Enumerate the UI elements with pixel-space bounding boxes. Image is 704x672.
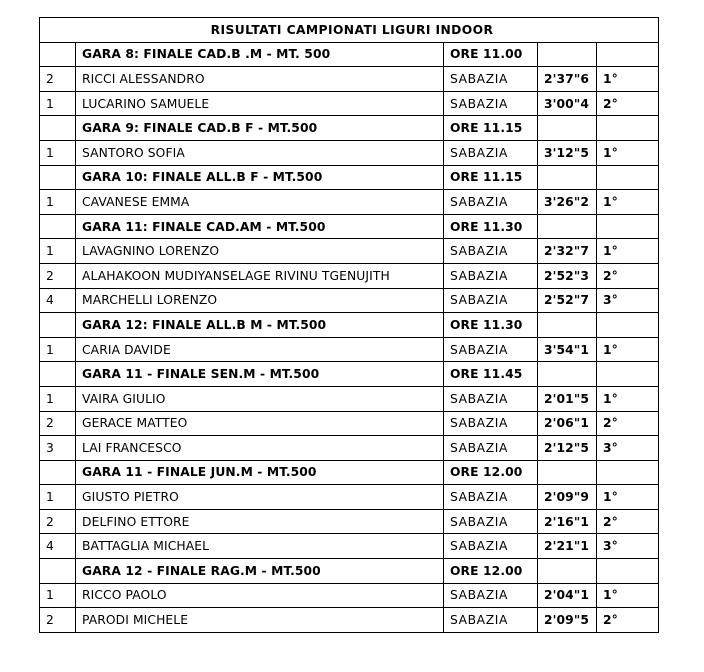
- heat-event-name: GARA 12 - FINALE RAG.M - MT.500: [76, 559, 444, 584]
- athlete-rank: 2: [40, 411, 76, 436]
- result-row: [40, 337, 659, 362]
- athlete-name: BATTAGLIA MICHAEL: [76, 534, 444, 559]
- heat-event-name: GARA 12: FINALE ALL.B M - MT.500: [76, 313, 444, 338]
- result-row: [40, 190, 659, 215]
- athlete-name: LAI FRANCESCO: [76, 436, 444, 461]
- heat-start-time: ORE 11.45: [444, 362, 538, 387]
- result-row: [40, 583, 659, 608]
- athlete-rank: 2: [40, 263, 76, 288]
- heat-header-row: [40, 559, 659, 584]
- heat-header-row: [40, 42, 659, 67]
- heat-start-time: ORE 11.30: [444, 313, 538, 338]
- athlete-club: SABAZIA: [444, 91, 538, 116]
- athlete-place: 3°: [597, 288, 659, 313]
- heat-place-cell: [597, 460, 659, 485]
- heat-place-cell: [597, 42, 659, 67]
- result-row: [40, 436, 659, 461]
- heat-place-cell: [597, 559, 659, 584]
- result-row: [40, 485, 659, 510]
- athlete-place: 1°: [597, 140, 659, 165]
- athlete-place: 1°: [597, 386, 659, 411]
- athlete-club: SABAZIA: [444, 386, 538, 411]
- result-row: [40, 534, 659, 559]
- athlete-place: 2°: [597, 509, 659, 534]
- athlete-performance: 3'26"2: [538, 190, 597, 215]
- heat-rank-cell: [40, 165, 76, 190]
- athlete-club: SABAZIA: [444, 608, 538, 633]
- heat-place-cell: [597, 116, 659, 141]
- athlete-performance: 2'16"1: [538, 509, 597, 534]
- athlete-performance: 2'32"7: [538, 239, 597, 264]
- heat-start-time: ORE 11.15: [444, 116, 538, 141]
- athlete-performance: 2'37"6: [538, 67, 597, 92]
- athlete-rank: 1: [40, 337, 76, 362]
- athlete-rank: 1: [40, 140, 76, 165]
- result-row: [40, 509, 659, 534]
- heat-start-time: ORE 11.15: [444, 165, 538, 190]
- athlete-club: SABAZIA: [444, 288, 538, 313]
- athlete-club: SABAZIA: [444, 534, 538, 559]
- athlete-performance: 2'09"5: [538, 608, 597, 633]
- athlete-place: 3°: [597, 436, 659, 461]
- heat-rank-cell: [40, 559, 76, 584]
- athlete-performance: 3'00"4: [538, 91, 597, 116]
- athlete-performance: 3'54"1: [538, 337, 597, 362]
- athlete-rank: 1: [40, 190, 76, 215]
- heat-place-cell: [597, 362, 659, 387]
- athlete-place: 3°: [597, 534, 659, 559]
- athlete-name: GERACE MATTEO: [76, 411, 444, 436]
- result-row: [40, 140, 659, 165]
- heat-performance-cell: [538, 362, 597, 387]
- athlete-rank: 4: [40, 288, 76, 313]
- athlete-rank: 1: [40, 239, 76, 264]
- athlete-place: 1°: [597, 190, 659, 215]
- heat-performance-cell: [538, 460, 597, 485]
- heat-rank-cell: [40, 214, 76, 239]
- results-table: [39, 17, 659, 633]
- heat-start-time: ORE 11.30: [444, 214, 538, 239]
- heat-start-time: ORE 11.00: [444, 42, 538, 67]
- athlete-place: 2°: [597, 608, 659, 633]
- athlete-club: SABAZIA: [444, 67, 538, 92]
- heat-performance-cell: [538, 214, 597, 239]
- athlete-club: SABAZIA: [444, 239, 538, 264]
- title-row: [40, 18, 659, 43]
- heat-rank-cell: [40, 116, 76, 141]
- athlete-name: RICCI ALESSANDRO: [76, 67, 444, 92]
- heat-event-name: GARA 9: FINALE CAD.B F - MT.500: [76, 116, 444, 141]
- heat-event-name: GARA 11 - FINALE SEN.M - MT.500: [76, 362, 444, 387]
- athlete-performance: 2'52"7: [538, 288, 597, 313]
- athlete-place: 1°: [597, 239, 659, 264]
- heat-header-row: [40, 116, 659, 141]
- athlete-performance: 2'09"9: [538, 485, 597, 510]
- heat-header-row: [40, 165, 659, 190]
- heat-place-cell: [597, 214, 659, 239]
- athlete-performance: 2'06"1: [538, 411, 597, 436]
- athlete-name: GIUSTO PIETRO: [76, 485, 444, 510]
- athlete-rank: 1: [40, 386, 76, 411]
- athlete-name: LAVAGNINO LORENZO: [76, 239, 444, 264]
- athlete-place: 1°: [597, 337, 659, 362]
- athlete-name: CAVANESE EMMA: [76, 190, 444, 215]
- athlete-rank: 2: [40, 67, 76, 92]
- athlete-performance: 2'12"5: [538, 436, 597, 461]
- heat-event-name: GARA 11: FINALE CAD.AM - MT.500: [76, 214, 444, 239]
- athlete-place: 1°: [597, 485, 659, 510]
- athlete-name: RICCO PAOLO: [76, 583, 444, 608]
- result-row: [40, 239, 659, 264]
- heat-event-name: GARA 10: FINALE ALL.B F - MT.500: [76, 165, 444, 190]
- result-row: [40, 386, 659, 411]
- athlete-club: SABAZIA: [444, 436, 538, 461]
- athlete-name: SANTORO SOFIA: [76, 140, 444, 165]
- athlete-performance: 2'52"3: [538, 263, 597, 288]
- heat-header-row: [40, 460, 659, 485]
- athlete-club: SABAZIA: [444, 190, 538, 215]
- athlete-club: SABAZIA: [444, 337, 538, 362]
- result-row: [40, 67, 659, 92]
- athlete-club: SABAZIA: [444, 140, 538, 165]
- athlete-name: ALAHAKOON MUDIYANSELAGE RIVINU TGENUJITH: [76, 263, 444, 288]
- athlete-performance: 2'04"1: [538, 583, 597, 608]
- page-title: RISULTATI CAMPIONATI LIGURI INDOOR: [40, 18, 659, 43]
- athlete-club: SABAZIA: [444, 509, 538, 534]
- results-table-body: [40, 18, 659, 633]
- athlete-rank: 4: [40, 534, 76, 559]
- heat-place-cell: [597, 313, 659, 338]
- heat-event-name: GARA 8: FINALE CAD.B .M - MT. 500: [76, 42, 444, 67]
- athlete-club: SABAZIA: [444, 411, 538, 436]
- result-row: [40, 263, 659, 288]
- athlete-rank: 1: [40, 583, 76, 608]
- athlete-place: 2°: [597, 263, 659, 288]
- athlete-club: SABAZIA: [444, 485, 538, 510]
- athlete-place: 1°: [597, 67, 659, 92]
- athlete-name: VAIRA GIULIO: [76, 386, 444, 411]
- heat-performance-cell: [538, 313, 597, 338]
- athlete-rank: 2: [40, 509, 76, 534]
- athlete-rank: 1: [40, 485, 76, 510]
- athlete-name: PARODI MICHELE: [76, 608, 444, 633]
- heat-header-row: [40, 313, 659, 338]
- heat-start-time: ORE 12.00: [444, 460, 538, 485]
- result-row: [40, 411, 659, 436]
- athlete-club: SABAZIA: [444, 263, 538, 288]
- heat-header-row: [40, 362, 659, 387]
- heat-performance-cell: [538, 116, 597, 141]
- athlete-rank: 2: [40, 608, 76, 633]
- result-row: [40, 91, 659, 116]
- heat-event-name: GARA 11 - FINALE JUN.M - MT.500: [76, 460, 444, 485]
- athlete-place: 2°: [597, 91, 659, 116]
- athlete-name: LUCARINO SAMUELE: [76, 91, 444, 116]
- athlete-performance: 3'12"5: [538, 140, 597, 165]
- athlete-rank: 1: [40, 91, 76, 116]
- heat-rank-cell: [40, 362, 76, 387]
- athlete-performance: 2'21"1: [538, 534, 597, 559]
- athlete-name: DELFINO ETTORE: [76, 509, 444, 534]
- heat-rank-cell: [40, 313, 76, 338]
- athlete-place: 2°: [597, 411, 659, 436]
- heat-performance-cell: [538, 165, 597, 190]
- heat-place-cell: [597, 165, 659, 190]
- results-sheet: [39, 17, 659, 633]
- heat-performance-cell: [538, 559, 597, 584]
- athlete-club: SABAZIA: [444, 583, 538, 608]
- athlete-name: CARIA DAVIDE: [76, 337, 444, 362]
- heat-rank-cell: [40, 460, 76, 485]
- result-row: [40, 288, 659, 313]
- athlete-name: MARCHELLI LORENZO: [76, 288, 444, 313]
- heat-header-row: [40, 214, 659, 239]
- heat-start-time: ORE 12.00: [444, 559, 538, 584]
- result-row: [40, 608, 659, 633]
- heat-performance-cell: [538, 42, 597, 67]
- athlete-performance: 2'01"5: [538, 386, 597, 411]
- athlete-rank: 3: [40, 436, 76, 461]
- athlete-place: 1°: [597, 583, 659, 608]
- heat-rank-cell: [40, 42, 76, 67]
